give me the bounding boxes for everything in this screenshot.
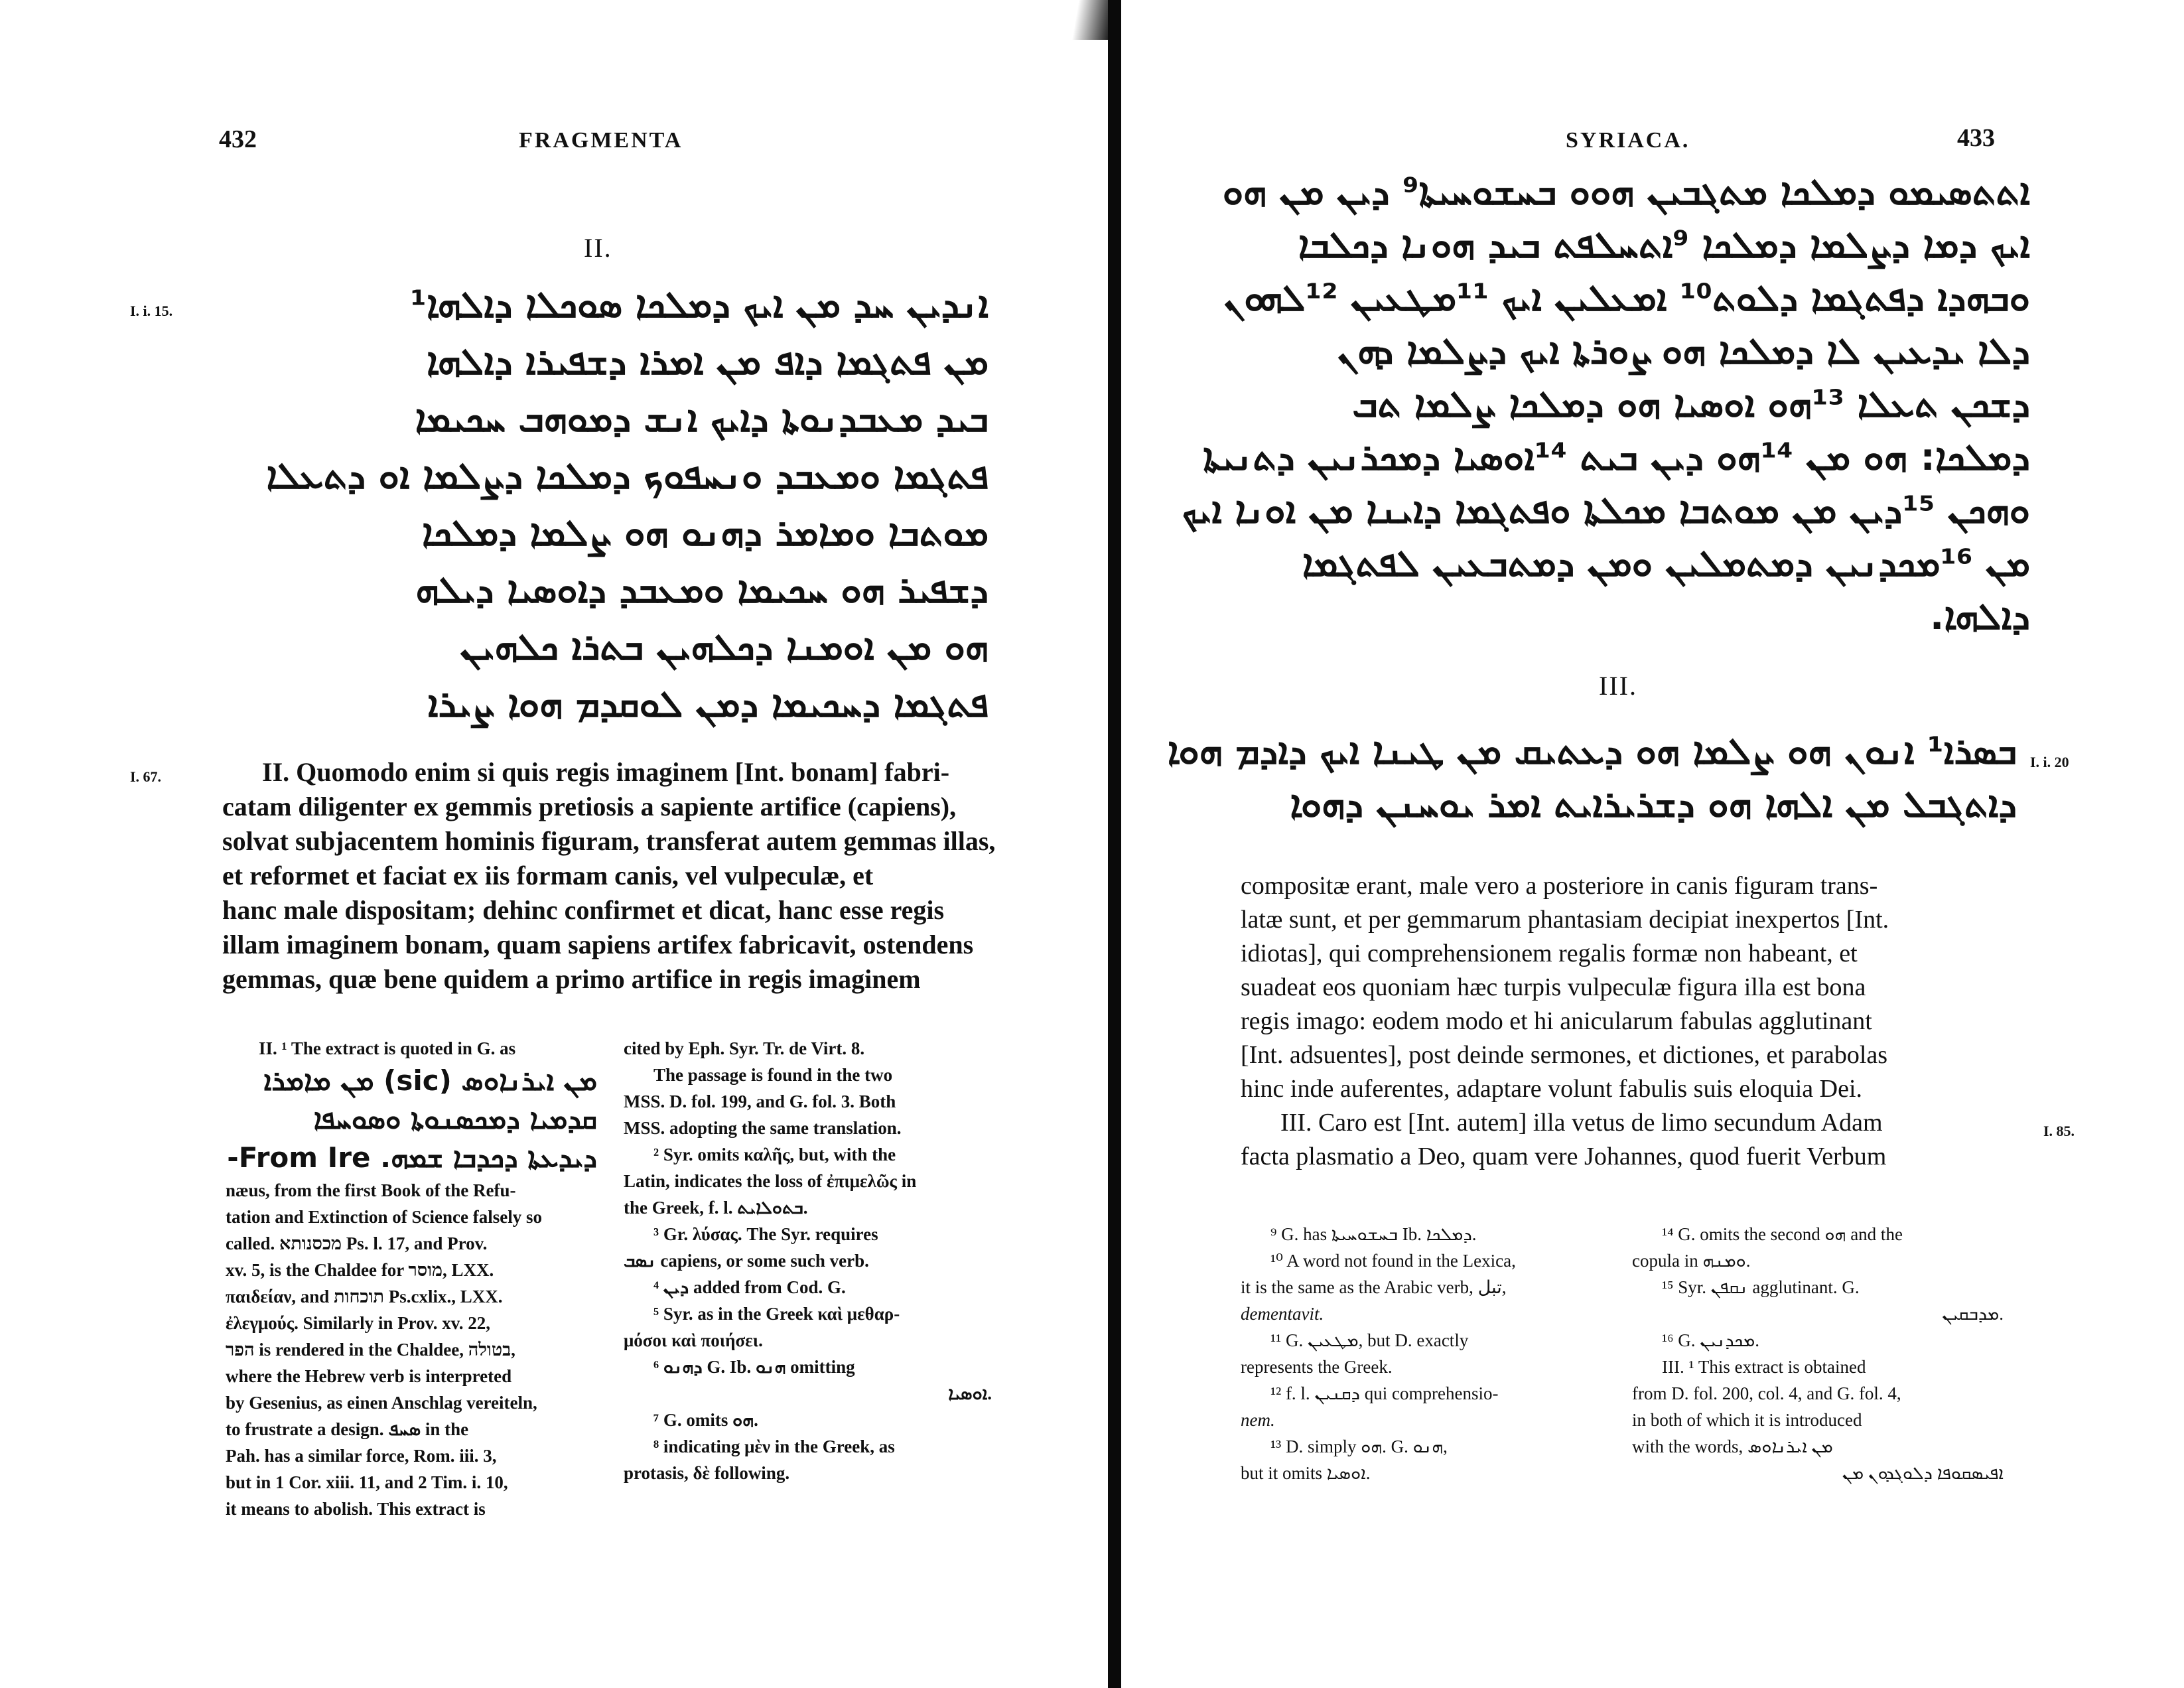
latin-line: hinc inde auferentes, adaptare volunt fabulis suis eloquia Dei. xyxy=(1241,1075,1863,1103)
footnote-line: represents the Greek. xyxy=(1241,1357,1393,1377)
section-heading: III. xyxy=(1599,671,1637,701)
syriac-line: ܕܐܬܓܒܠ ܡܢ ܐܠܗܐ ܗܘ ܕܫܪܝܪܐܝܬ ܐܡܪ ܝܘܚܢܢ ܕܗܘܐ xyxy=(1290,783,2017,826)
footnote-syriac: ܕܝܕܥܬܐ ܕܟܕܒܐ ܫܡܗ. From Ire- xyxy=(227,1141,597,1174)
footnote-line: ¹⁴ G. omits the second ܗܘ and the xyxy=(1662,1224,1903,1244)
gutter-shadow xyxy=(1035,0,1108,40)
running-head: FRAGMENTA xyxy=(519,128,683,153)
footnote-line: ¹¹ G. ܡܛܥܝܢ, but D. exactly xyxy=(1270,1330,1469,1350)
footnote-syriac: ܩܕܡܝܐ ܕܡܟܣܢܘܬܐ ܘܣܘܚܦܐ xyxy=(313,1103,597,1135)
footnote-line: ܐܘܣܝܐ. xyxy=(948,1383,992,1403)
footnote-line: MSS. adopting the same translation. xyxy=(624,1118,902,1138)
footnote-line: nem. xyxy=(1241,1410,1275,1430)
footnote-line: copula in ܘܡܢܗ. xyxy=(1632,1251,1751,1271)
footnote-line: ܐܦܝܣܩܘܦܐ ܕܠܘܓܕܘܢ ܡܢ xyxy=(1842,1463,2004,1483)
syriac-line: ܘܗܟܢ ¹⁵ܕܝܢ ܡܢ ܡܘܬܒܐ ܡܟܠܬܐ ܘܦܬܓܡܐ ܕܐܝܢܐ ܡܢ ܐܘܢܐ ܐܝܟ xyxy=(1182,489,2030,532)
latin-line: solvat subjacentem hominis figuram, transferat autem gemmas illas, xyxy=(222,826,996,856)
syriac-line: ܦܬܓܡܐ ܘܡܥܒܕ ܘܢܚܦܘܟ ܕܡܠܟܐ ܕܨܠܡܐ ܐܘ ܕܬܥܠܐ xyxy=(266,455,989,498)
page-number: 433 xyxy=(1957,124,1995,152)
syriac-line: ܘܒܗܕܐ ܕܦܬܓܡܐ ܕܠܘܬ¹⁰ ܐܡܥܠܝܢ ܐܝܟ ¹¹ܡܛܥܝܢ ¹²ܠܗܘܢ xyxy=(1223,277,2030,320)
latin-text-block xyxy=(222,755,996,997)
footnote-line: Latin, indicates the loss of ἐπιμελῶς in xyxy=(624,1171,917,1191)
syriac-line: ܒܣܪܐ¹ ܐܢܘܢ ܗܘ ܨܠܡܐ ܗܘ ܕܥܬܝܩ ܡܢ ܛܝܢܐ ܐܝܟ ܕܐܕܡ ܗܘܐ xyxy=(1167,730,2017,773)
footnote-line: ¹⁰ A word not found in the Lexica, xyxy=(1270,1251,1516,1271)
footnote-line: where the Hebrew verb is interpreted xyxy=(226,1366,512,1386)
footnote-line: but it omits ܐܘܣܝܐ. xyxy=(1241,1463,1371,1483)
footnote-line: ⁵ Syr. as in the Greek καὶ μεθαρ- xyxy=(653,1304,900,1324)
footnote-line: dementavit. xyxy=(1241,1304,1324,1324)
footnote-line: ⁸ indicating μὲν in the Greek, as xyxy=(653,1437,895,1456)
footnotes-column xyxy=(226,1035,597,1522)
footnote-syriac: ܡܢ ܐܝܪܢܐܘܣ (sic) ܡܢ ܡܐܡܪܐ xyxy=(263,1064,597,1097)
footnote-line: næus, from the first Book of the Refu- xyxy=(226,1180,516,1200)
footnote-line: MSS. D. fol. 199, and G. fol. 3. Both xyxy=(624,1091,896,1111)
footnote-line: ¹³ D. simply ܗܘ. G. ܗܢܘ, xyxy=(1270,1437,1448,1456)
footnote-line: with the words, ܡܢ ܐܝܪܢܐܘܣ xyxy=(1632,1437,1833,1456)
footnote-line: μόσοι καὶ ποιήσει. xyxy=(624,1330,763,1350)
latin-line: hanc male dispositam; dehinc confirmet et dicat, hanc esse regis xyxy=(222,895,945,925)
latin-line: [Int. adsuentes], post deinde sermones, et dictiones, et parabolas xyxy=(1241,1041,1888,1069)
footnote-line: ³ Gr. λύσας. The Syr. requires xyxy=(653,1224,878,1244)
latin-line: catam diligenter ex gemmis pretiosis a sapiente artifice (capiens), xyxy=(222,792,957,821)
footnote-line: ⁹ G. has ܒܚܫܘܚܝܬܐ Ib. ܕܡܠܟܐ. xyxy=(1270,1224,1477,1244)
footnote-line: ⁷ G. omits ܗܘ. xyxy=(653,1410,758,1430)
footnote-line: ⁶ ܕܗܢܘ G. Ib. ܗܢܘ omitting xyxy=(653,1357,855,1377)
syriac-text-block xyxy=(1182,171,2030,652)
syriac-line: ܐܢܕܝܢ ܚܕ ܡܢ ܐܝܟ ܕܡܠܟܐ ܣܘܟܠܐ ܕܐܠܗܐ¹ xyxy=(410,283,989,326)
footnote-line: ¹⁵ Syr. ܢܩܦܢ agglutinant. G. xyxy=(1662,1277,1860,1297)
footnote-line: II. ¹ The extract is quoted in G. as xyxy=(259,1038,516,1058)
syriac-line: ܡܢ ¹⁶ܡܟܕܢܝܢ ܕܡܬܡܠܝܢ ܘܡܢ ܕܡܬܒܥܝܢ ܠܦܬܓܡܐ xyxy=(1302,542,2030,585)
latin-line: idiotas], qui comprehensionem regalis formæ non habeant, et xyxy=(1241,940,1858,967)
latin-line: III. Caro est [Int. autem] illa vetus de limo secundum Adam xyxy=(1280,1109,1883,1137)
footnotes-column xyxy=(624,1035,992,1486)
latin-line: gemmas, quæ bene quidem a primo artifice in regis imaginem xyxy=(222,964,921,994)
margin-reference: I. 67. xyxy=(130,768,162,785)
latin-line: facta plasmatio a Deo, quam vere Johannes, quod fuerit Verbum xyxy=(1241,1143,1887,1170)
latin-line: illam imaginem bonam, quam sapiens artifex fabricavit, ostendens xyxy=(222,930,974,959)
latin-line: compositæ erant, male vero a posteriore in canis figuram trans- xyxy=(1241,872,1878,900)
footnote-line: παιδείαν, and תוכחות Ps.cxlix., LXX. xyxy=(226,1287,503,1306)
latin-line: II. Quomodo enim si quis regis imaginem [Int. bonam] fabri- xyxy=(262,757,950,787)
syriac-line: ܕܡܠܟܐ: ܗܘ ܡܢ ¹⁴ܗܘ ܕܝܢ ܒܝܬ ¹⁴ܐܘܣܝܐ ܕܡܟܪܢܝܢ ܕܬܢܝܬܐ xyxy=(1203,436,2030,479)
footnote-line: ¹² f. l. ܕܩܢܝܢ qui comprehensio- xyxy=(1270,1383,1499,1403)
book-gutter xyxy=(1108,0,1121,1688)
syriac-line: ܐܝܟ ܕܡܐ ܕܨܠܡܐ ܕܡܠܟܐ ⁹ܐܬܚܠܦܬ ܒܝܕ ܗܘܢܐ ܕܟܠܒܐ xyxy=(1298,224,2030,267)
running-head: SYRIACA. xyxy=(1566,128,1690,153)
syriac-line: ܗܘ ܡܢ ܐܘܡܢܐ ܕܟܠܗܝܢ ܒܬܪܐ ܟܠܗܝܢ xyxy=(460,626,989,669)
footnote-line: The passage is found in the two xyxy=(653,1065,893,1085)
syriac-line: ܐܬܬܣܝܡܘ ܕܡܠܟܐ ܡܬܓܒܝܢ ܗܘܘ ܒܚܫܘܚܝܬܐ⁹ ܕܝܢ ܡܢ ܗܘ xyxy=(1222,171,2030,214)
page-number: 432 xyxy=(219,125,257,153)
footnote-line: Pah. has a similar force, Rom. iii. 3, xyxy=(226,1446,497,1466)
latin-line: regis imago: eodem modo et hi anicularum fabulas agglutinant xyxy=(1241,1007,1872,1035)
footnote-line: to frustrate a design. ܣܚܦ in the xyxy=(226,1419,469,1439)
section-heading: II. xyxy=(584,233,612,263)
footnote-line: ⁴ ܕܝܢ added from Cod. G. xyxy=(653,1277,846,1297)
syriac-line: ܕܫܦܝܪ ܗܘ ܚܟܝܡܐ ܘܡܥܒܕ ܕܐܘܣܝܐ ܕܝܠܗ xyxy=(415,569,989,612)
footnote-line: ¹⁶ G. ܡܟܕܢܝܢ. xyxy=(1662,1330,1760,1350)
syriac-line: ܦܬܓܡܐ ܕܚܟܝܡܐ ܕܡܢ ܠܘܩܕܡ ܗܘܐ ܨܝܪܐ xyxy=(427,683,989,726)
syriac-text-block xyxy=(1167,730,2017,839)
latin-line: suadeat eos quoniam hæc turpis vulpeculæ figura illa est bona xyxy=(1241,973,1866,1001)
syriac-line: ܒܝܕ ܡܥܒܕܢܘܬܐ ܕܐܝܟ ܐܢܫ ܕܡܘܗܒ ܚܟܝܡܐ xyxy=(415,397,989,441)
footnote-line: by Gesenius, as einen Anschlag vereiteln, xyxy=(226,1393,537,1413)
footnote-line: tation and Extinction of Science falsely so xyxy=(226,1207,542,1227)
latin-text-block xyxy=(1241,869,2017,1174)
footnotes-column xyxy=(1632,1221,2004,1486)
footnote-line: xv. 5, is the Chaldee for מוסר, LXX. xyxy=(226,1260,494,1280)
latin-line: latæ sunt, et per gemmarum phantasiam decipiat inexpertos [Int. xyxy=(1241,906,1889,934)
footnote-line: cited by Eph. Syr. Tr. de Virt. 8. xyxy=(624,1038,865,1058)
margin-reference: I. i. 20 xyxy=(2030,754,2069,770)
right-page xyxy=(1121,0,2184,1688)
latin-line: et reformet et faciat ex iis formam canis, vel vulpeculæ, et xyxy=(222,861,874,890)
footnote-line: called. מכסנותא Ps. l. 17, and Prov. xyxy=(226,1233,488,1253)
footnote-line: III. ¹ This extract is obtained xyxy=(1662,1357,1866,1377)
syriac-line: ܡܢ ܦܬܓܡܐ ܕܐܦ ܡܢ ܐܡܪܐ ܕܫܦܝܪܐ ܕܐܠܗܐ xyxy=(426,340,989,384)
footnote-line: ܡܕܒܩܝܢ. xyxy=(1942,1304,2004,1324)
footnotes-column xyxy=(1241,1221,1609,1486)
syriac-line: ܡܘܬܒܐ ܘܡܐܡܪ ܕܗܢܘ ܗܘ ܨܠܡܐ ܕܡܠܟܐ xyxy=(421,512,989,555)
footnote-line: ² Syr. omits καλῆς, but, with the xyxy=(653,1145,896,1164)
margin-reference: I. i. 15. xyxy=(130,303,173,319)
footnote-line: it is the same as the Arabic verb, تبل, xyxy=(1241,1277,1507,1297)
footnote-line: in both of which it is introduced xyxy=(1632,1410,1862,1430)
margin-reference: I. 85. xyxy=(2043,1123,2075,1139)
syriac-line: ܕܫܟܢ ܬܥܠܐ ¹³ܗܘ ܐܘܣܝܐ ܗܘ ܕܡܠܟܐ ܨܠܡܐ ܬܒ xyxy=(1352,383,2030,426)
footnote-line: the Greek, f. l. ܒܬܘܠܐܝܬ. xyxy=(624,1198,808,1218)
footnote-line: protasis, δὲ following. xyxy=(624,1463,790,1483)
footnote-line: הפר is rendered in the Chaldee, בטולה, xyxy=(226,1340,515,1360)
syriac-line: ܕܠܐ ܝܕܥܝܢ ܠܐ ܕܡܠܟܐ ܗܘ ܨܘܪܬܐ ܐܝܟ ܕܨܠܡܐ ܕܗܢ xyxy=(1337,330,2030,373)
footnote-line: ἐλεγμούς. Similarly in Prov. xv. 22, xyxy=(226,1313,490,1333)
footnote-line: from D. fol. 200, col. 4, and G. fol. 4, xyxy=(1632,1383,1901,1403)
syriac-text-block xyxy=(219,283,989,743)
footnote-line: ܢܣܒ capiens, or some such verb. xyxy=(624,1251,869,1271)
footnote-line: it means to abolish. This extract is xyxy=(226,1499,486,1519)
footnote-line: but in 1 Cor. xiii. 11, and 2 Tim. i. 10, xyxy=(226,1472,508,1492)
syriac-line: ܕܐܠܗܐ. xyxy=(1929,595,2030,638)
